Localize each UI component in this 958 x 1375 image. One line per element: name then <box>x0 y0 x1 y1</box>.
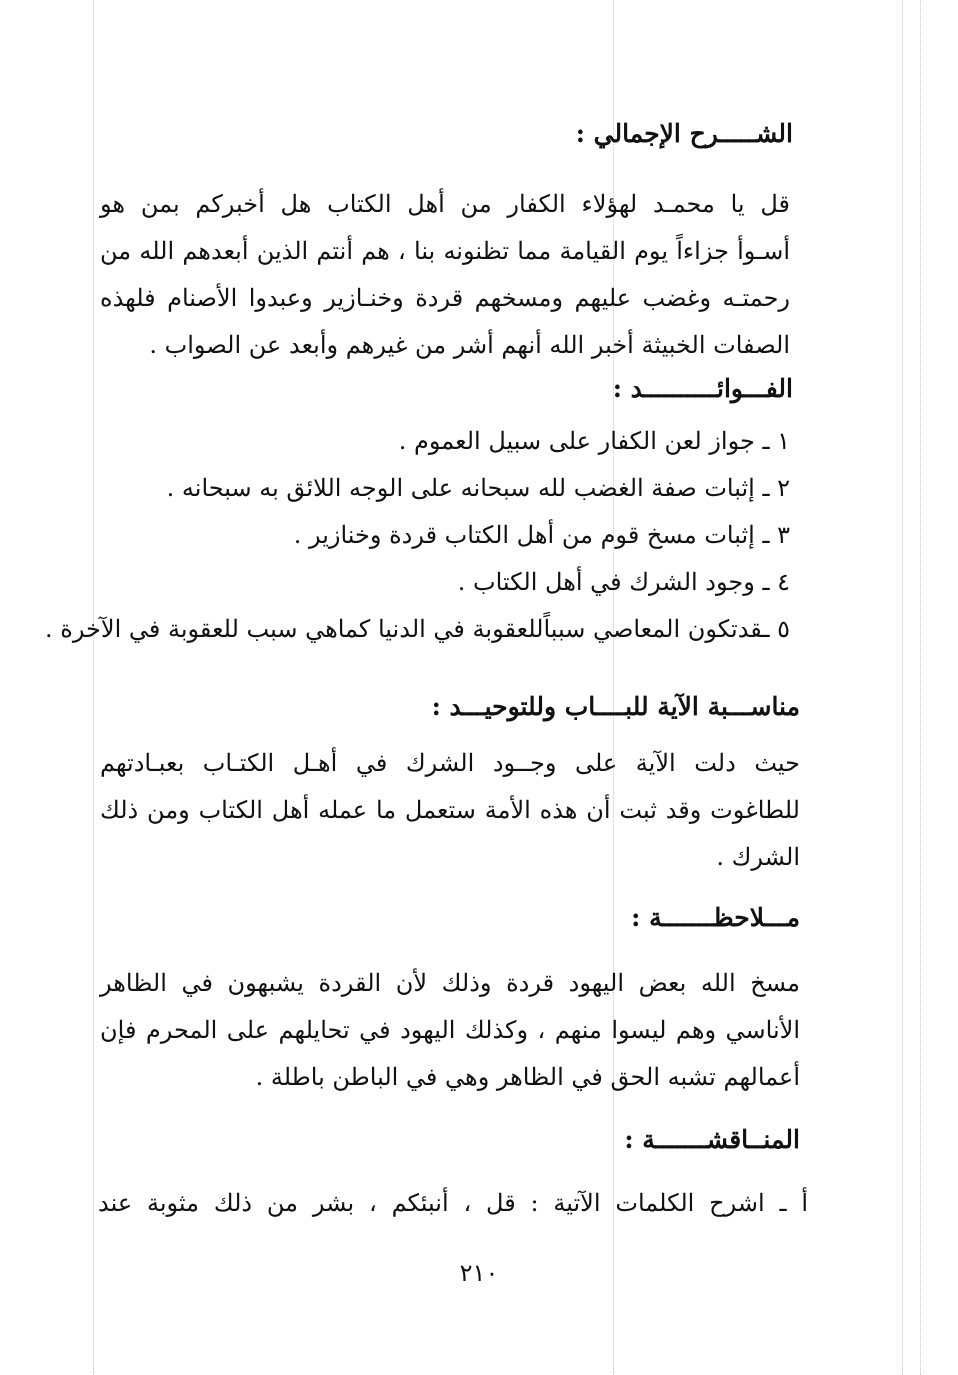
summary-line: قل يا محمـد لهؤلاء الكفار من أهل الكتاب هل أخبركم بمن هو <box>100 190 790 218</box>
list-item: ٢ ـ إثبات صفة الغضب لله سبحانه على الوجه اللائق به سبحانه . <box>166 474 790 502</box>
page-number: ٢١٠ <box>459 1259 499 1287</box>
list-item: ٥ ـقدتكون المعاصي سبباًللعقوبة في الدنيا كماهي سبب للعقوبة في الآخرة . <box>44 615 790 643</box>
note-paragraph <box>100 960 800 1101</box>
summary-line: الصفات الخبيثة أخبر الله أنهم أشر من غيرهم وأبعد عن الصواب . <box>149 331 790 359</box>
note-line: الأناسي وهم ليسوا منهم ، وكذلك اليهود في تحايلهم على المحرم فإن <box>100 1016 801 1044</box>
summary-line: رحمتـه وغضب عليهم ومسخهم قردة وخنـازير وعبدوا الأصنام فلهذه <box>100 284 790 312</box>
note-line: أعمالهم تشبه الحق في الظاهر وهي في الباطن باطلة . <box>255 1063 800 1091</box>
list-item: ٣ ـ إثبات مسخ قوم من أهل الكتاب قردة وخنازير . <box>293 521 790 549</box>
relevance-line: للطاغوت وقد ثبت أن هذه الأمة ستعمل ما عمله أهل الكتاب ومن ذلك <box>100 796 800 824</box>
note-line: مسخ الله بعض اليهود قردة وذلك لأن القردة يشبهون في الظاهر <box>100 969 800 997</box>
summary-line: أسـوأ جزاءاً يوم القيامة مما تظنونه بنا ، هم أنتم الذين أبعدهم الله من <box>100 237 790 265</box>
note-heading: مـــلاحظـــــــة : <box>631 903 800 932</box>
list-item: ١ ـ جواز لعن الكفار على سبيل العموم . <box>398 427 790 455</box>
summary-paragraph <box>100 181 790 369</box>
relevance-paragraph <box>100 740 800 881</box>
discussion-paragraph <box>98 1180 808 1227</box>
discussion-line: أ ـ اشرح الكلمات الآتية : قل ، أنبئكم ، بشر من ذلك مثوبة عند <box>98 1189 808 1217</box>
benefits-heading: الفـــوائــــــــــد : <box>612 374 793 403</box>
summary-heading: الشـــــرح الإجمالي : <box>575 119 793 148</box>
relevance-line: حيث دلت الآية على وجــود الشرك في أهـل الكتـاب بعبـادتهم <box>100 749 800 777</box>
benefits-list <box>44 418 790 653</box>
discussion-heading: المنــاقشـــــــة : <box>624 1125 800 1154</box>
relevance-line: الشرك . <box>716 843 800 871</box>
relevance-heading: مناســـبة الآية للبــــاب وللتوحيـــد : <box>431 692 800 721</box>
list-item: ٤ ـ وجود الشرك في أهل الكتاب . <box>457 568 790 596</box>
